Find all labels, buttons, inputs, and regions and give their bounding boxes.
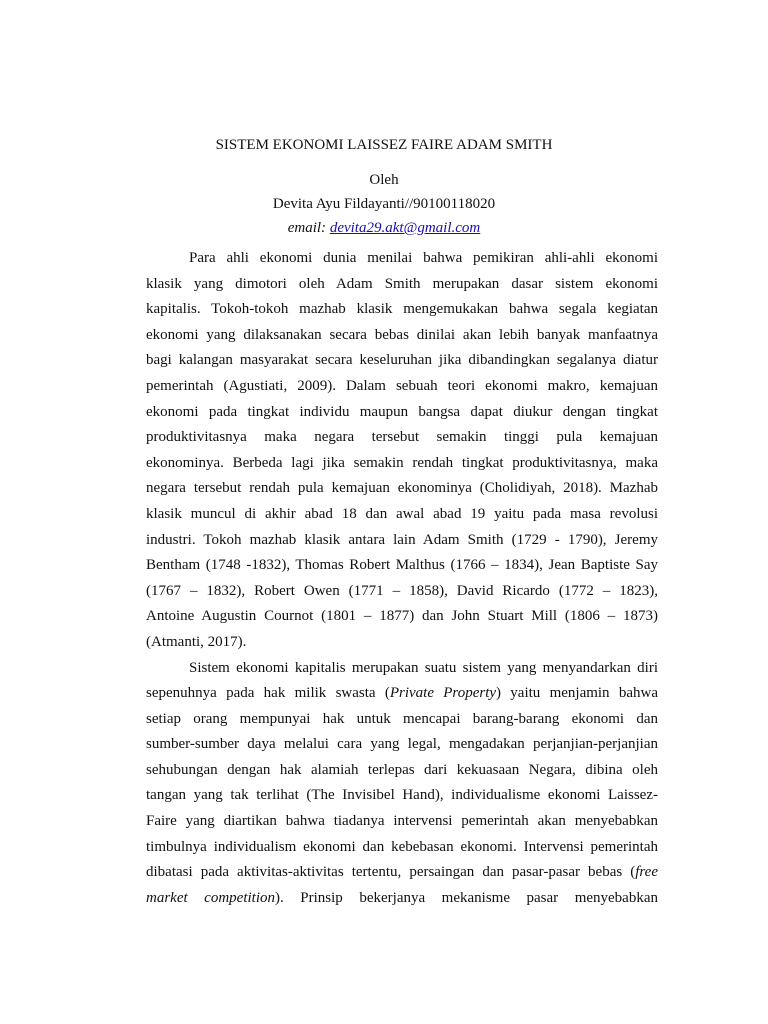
line-text: Faire yang diartikan bahwa tiadanya intervensi pemerintah akan menyebabkan [146, 813, 658, 830]
line-text: negara tersebut rendah pula kemajuan ekonominya (Cholidiyah, 2018). Mazhab [146, 480, 658, 497]
line-text: dibatasi pada aktivitas-aktivitas tertentu, persaingan dan pasar-pasar bebas ( [146, 864, 636, 881]
line-text: (Atmanti, 2017). [146, 633, 247, 650]
italic-term: market competition [146, 889, 276, 906]
paragraph-line [146, 656, 658, 682]
paragraph-line [146, 783, 658, 809]
paragraph-line [146, 502, 658, 528]
byline: Oleh [369, 172, 399, 188]
paragraph-line [146, 400, 658, 426]
paragraph-line [146, 451, 658, 477]
line-text: ekonomi yang dilaksanakan secara bebas dinilai akan lebih banyak manfaatnya [146, 326, 658, 343]
author-line: Devita Ayu Fildayanti//90100118020 [272, 196, 496, 212]
paragraph-line [146, 297, 658, 323]
line-text: Bentham (1748 -1832), Thomas Robert Malthus (1766 – 1834), Jean Baptiste Say [146, 557, 658, 574]
line-text: (1767 – 1832), Robert Owen (1771 – 1858), David Ricardo (1772 – 1823), [146, 582, 658, 599]
email-line [0, 219, 768, 237]
line-text: sepenuhnya pada hak milik swasta ( [146, 685, 390, 702]
line-text: ). Prinsip bekerjanya mekanisme pasar menyebabkan [275, 889, 658, 906]
paragraph-line [146, 707, 658, 733]
paragraph-line [146, 604, 658, 630]
line-text: Sistem ekonomi kapitalis merupakan suatu sistem yang menyandarkan diri [189, 659, 658, 676]
line-text: produktivitasnya maka negara tersebut semakin tinggi pula kemajuan [146, 429, 658, 446]
paragraph-line [146, 835, 658, 861]
line-text: Antoine Augustin Cournot (1801 – 1877) dan John Stuart Mill (1806 – 1873) [146, 608, 658, 625]
line-text: ) yaitu menjamin bahwa [496, 685, 658, 702]
line-text: bagi kalangan masyarakat secara keseluruhan jika dibandingkan segalanya diatur [146, 352, 658, 369]
line-text: setiap orang mempunyai hak untuk mencapai barang-barang ekonomi dan [146, 710, 658, 727]
paragraph-line [146, 425, 658, 451]
email-link[interactable]: devita29.akt@gmail.com [329, 220, 481, 236]
paragraph-2 [146, 656, 658, 912]
paragraph-line [146, 528, 658, 554]
body-text [146, 246, 658, 911]
paragraph-line [146, 553, 658, 579]
line-text: ekonominya. Berbeda lagi jika semakin rendah tingkat produktivitasnya, maka [146, 454, 658, 471]
italic-term: free [635, 864, 658, 881]
line-text: ekonomi pada tingkat individu maupun bangsa dapat diukur dengan tingkat [146, 403, 658, 420]
paragraph-line [146, 246, 658, 272]
paragraph-line [146, 348, 658, 374]
paragraph-line [146, 374, 658, 400]
paragraph-1 [146, 246, 658, 656]
paragraph-line [146, 681, 658, 707]
paragraph-line [146, 732, 658, 758]
line-text: tangan yang tak terlihat (The Invisibel Hand), individualisme ekonomi Laissez- [146, 787, 658, 804]
paragraph-line [146, 809, 658, 835]
paragraph-line [146, 758, 658, 784]
paragraph-line [146, 323, 658, 349]
line-text: klasik yang dimotori oleh Adam Smith merupakan dasar sistem ekonomi [146, 275, 658, 292]
line-text: pemerintah (Agustiati, 2009). Dalam sebuah teori ekonomi makro, kemajuan [146, 377, 658, 394]
line-text: sehubungan dengan hak alamiah terlepas dari kekuasaan Negara, dibina oleh [146, 761, 658, 778]
paragraph-line [146, 886, 658, 912]
italic-term: Private Property [389, 685, 497, 702]
paragraph-line [146, 476, 658, 502]
line-text: Para ahli ekonomi dunia menilai bahwa pemikiran ahli-ahli ekonomi [189, 250, 658, 266]
line-text: klasik muncul di akhir abad 18 dan awal abad 19 yaitu pada masa revolusi [146, 505, 658, 522]
line-text: timbulnya individualism ekonomi dan kebebasan ekonomi. Intervensi pemerintah [146, 838, 658, 855]
paragraph-line [146, 272, 658, 298]
document-title: SISTEM EKONOMI LAISSEZ FAIRE ADAM SMITH [215, 137, 553, 153]
line-text: kapitalis. Tokoh-tokoh mazhab klasik mengemukakan bahwa segala kegiatan [146, 301, 658, 318]
line-text: sumber-sumber daya melalui cara yang legal, mengadakan perjanjian-perjanjian [146, 736, 658, 753]
line-text: industri. Tokoh mazhab klasik antara lain Adam Smith (1729 - 1790), Jeremy [146, 531, 658, 548]
paragraph-line [146, 630, 658, 656]
email-label: email: [287, 220, 327, 236]
paragraph-line [146, 579, 658, 605]
paragraph-line [146, 860, 658, 886]
